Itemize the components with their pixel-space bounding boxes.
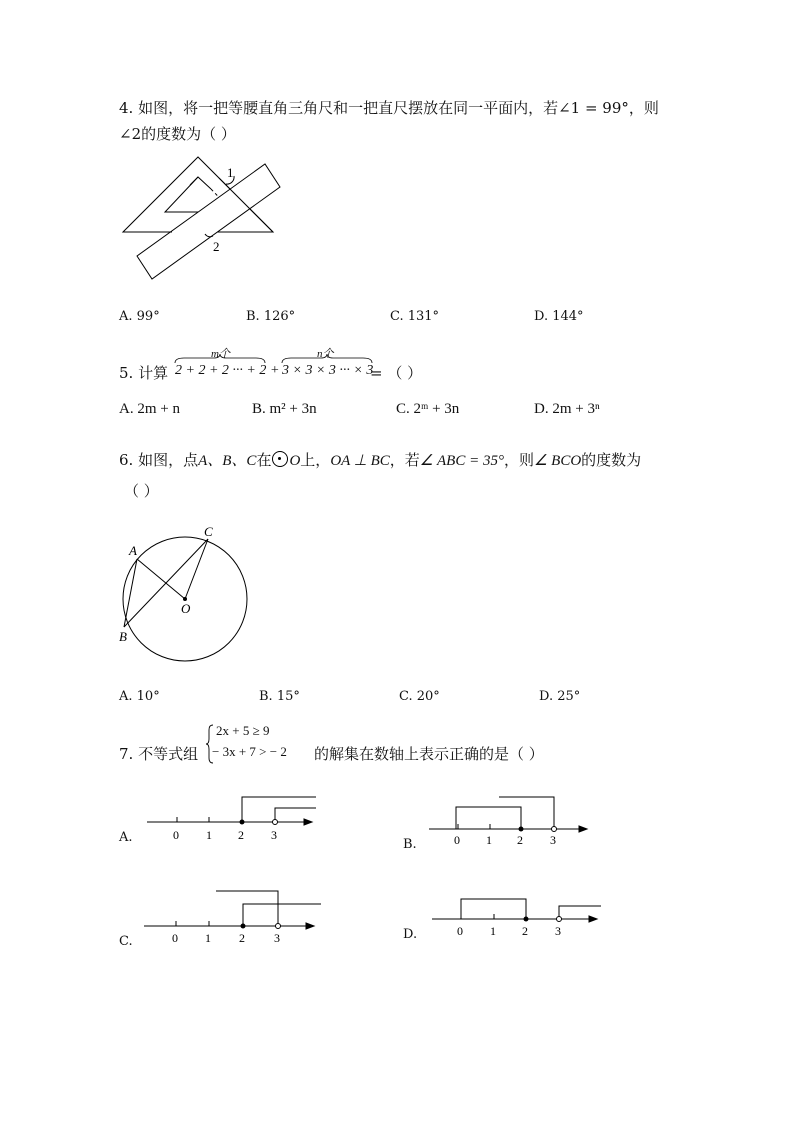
tick-2: 2 (517, 833, 523, 847)
q5-brace1-label: m个 (211, 348, 230, 360)
q6-text-c: 上， (300, 451, 331, 469)
q6-option-b[interactable]: B. 15° (259, 689, 300, 704)
q5-suffix: = （ ） (370, 364, 423, 382)
q6-text-f: 的度数为 (581, 451, 642, 469)
q7-numberline-c (143, 888, 323, 946)
tick-0: 0 (173, 828, 179, 842)
q6-figure (115, 522, 255, 667)
tick-3: 3 (271, 828, 277, 842)
q7-numberline-b (428, 795, 593, 847)
q6-points: A、B、C (198, 453, 257, 469)
q6-option-a[interactable]: A. 10° (119, 689, 160, 704)
q6-angle-bco: ∠ BCO (533, 453, 582, 469)
q7-option-c[interactable]: C. (119, 934, 133, 949)
q7-option-a[interactable]: A. (119, 830, 133, 845)
q6-circle-o: O (289, 453, 301, 469)
tick-2: 2 (522, 924, 528, 938)
point-b-label: B (119, 629, 127, 644)
q4-option-d[interactable]: D. 144° (534, 309, 584, 324)
q6-perp: OA ⊥ BC (330, 453, 390, 469)
tick-1: 1 (206, 828, 212, 842)
q5-option-a[interactable]: A. 2m + n (119, 401, 180, 417)
ruler (137, 164, 280, 279)
q6-text-e: ，则 (503, 451, 534, 469)
q5-option-c[interactable]: C. 2ᵐ + 3n (396, 401, 460, 417)
q4-option-c[interactable]: C. 131° (390, 309, 440, 324)
point-a-label: A (129, 543, 137, 558)
q5-brace1-expr: 2 + 2 + 2 ··· + 2 (175, 363, 267, 378)
q6-line1 (119, 450, 641, 471)
q6-text-a: 6. 如图，点 (119, 451, 199, 469)
tick-3: 3 (274, 931, 280, 945)
q6-option-d[interactable]: D. 25° (539, 689, 581, 704)
angle-1-label: 1 (227, 165, 234, 180)
tick-1: 1 (205, 931, 211, 945)
q6-angle-abc: ∠ ABC = 35° (419, 453, 504, 469)
angle-2-label: 2 (213, 239, 220, 254)
tick-3: 3 (550, 833, 556, 847)
q6-option-c[interactable]: C. 20° (399, 689, 440, 704)
q4-line1: 4. 如图，将一把等腰直角三角尺和一把直尺摆放在同一平面内，若∠1 = 99°，则 (119, 99, 659, 117)
tick-1: 1 (486, 833, 492, 847)
q5-plus: + (270, 363, 280, 378)
circle-dot-icon (272, 451, 288, 467)
q7-inequality-2: − 3x + 7 > − 2 (212, 744, 287, 759)
q4-line2: ∠2的度数为（ ） (119, 125, 236, 143)
q5-brace2-label: n个 (317, 348, 334, 360)
q4-figure (115, 150, 295, 280)
q5-option-b[interactable]: B. m² + 3n (252, 401, 317, 417)
q6-text-d: ，若 (389, 451, 420, 469)
q7-option-b[interactable]: B. (403, 837, 417, 852)
tick-0: 0 (454, 833, 460, 847)
tick-0: 0 (172, 931, 178, 945)
q7-numberline-d (431, 892, 606, 944)
q4-option-b[interactable]: B. 126° (246, 309, 296, 324)
tick-0: 0 (457, 924, 463, 938)
q7-option-d[interactable]: D. (403, 927, 418, 942)
tick-3: 3 (555, 924, 561, 938)
q7-prefix: 7. 不等式组 (119, 745, 199, 763)
q4-option-a[interactable]: A. 99° (119, 309, 160, 324)
q5-option-d[interactable]: D. 2m + 3ⁿ (534, 401, 600, 417)
q6-text-b: 在 (256, 451, 272, 469)
segment-ao (137, 559, 185, 599)
point-o-label: O (181, 601, 191, 616)
q7-numberline-a (146, 795, 321, 847)
tick-2: 2 (239, 931, 245, 945)
q5-prefix: 5. 计算 (119, 364, 169, 382)
q7-inequality-1: 2x + 5 ≥ 9 (216, 723, 270, 738)
segment-co (185, 539, 208, 599)
q6-line2: （ ） (124, 482, 159, 500)
q7-suffix: 的解集在数轴上表示正确的是（ ） (314, 745, 544, 763)
tick-1: 1 (490, 924, 496, 938)
tick-2: 2 (238, 828, 244, 842)
point-c-label: C (204, 524, 213, 539)
q5-brace2-expr: 3 × 3 × 3 ··· × 3 (282, 363, 374, 378)
